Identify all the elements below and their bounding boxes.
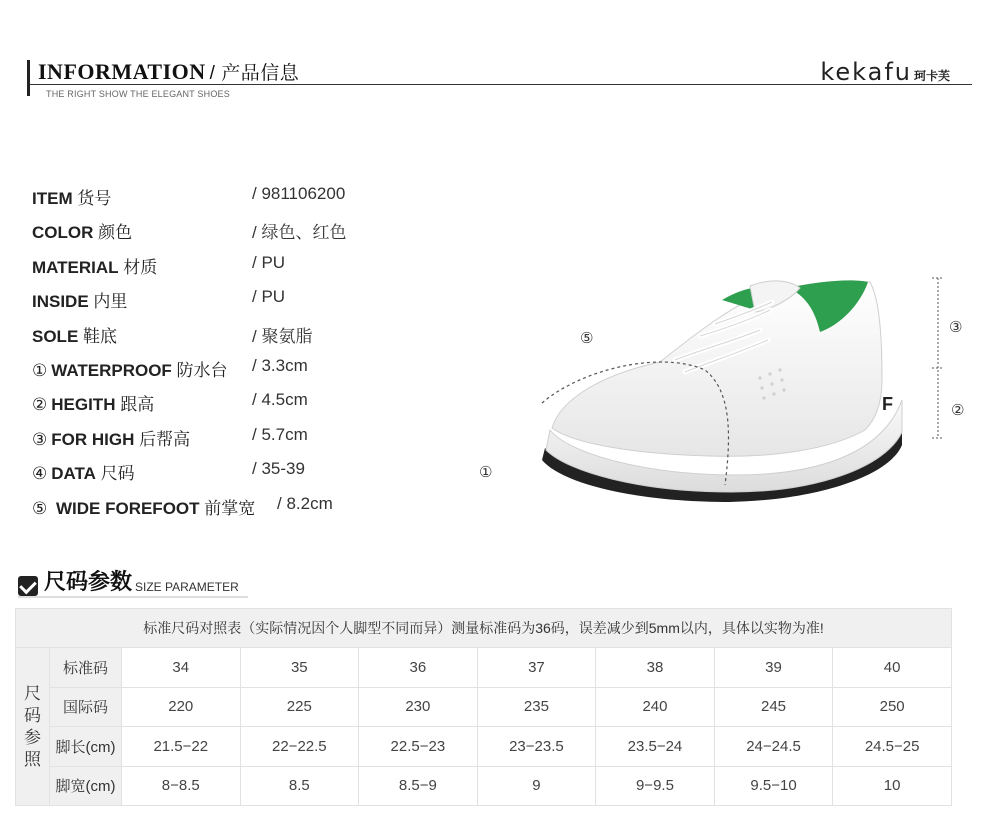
- checkbox-icon: [18, 576, 38, 596]
- size-table-caption: 标准尺码对照表（实际情况因个人脚型不同而异）测量标准码为36码，误差减少到5mm以内，具体以实物为准!: [16, 609, 952, 648]
- info-value: / 5.7cm: [252, 424, 308, 444]
- info-key: [32, 425, 190, 450]
- info-key-cn: 前掌宽: [199, 498, 256, 518]
- info-key: [32, 287, 127, 312]
- info-key: [32, 322, 117, 347]
- table-cell: 220: [122, 687, 241, 727]
- info-marker: ⑤: [32, 498, 48, 518]
- info-value: / 35-39: [252, 459, 305, 479]
- table-cell: 9−9.5: [596, 766, 715, 806]
- info-value: / 3.3cm: [252, 355, 308, 375]
- shoe-image: [470, 270, 990, 530]
- table-cell: 250: [833, 687, 952, 727]
- side-label-char: 照: [24, 749, 41, 769]
- brand-logo-script: kekafu: [820, 58, 912, 86]
- table-cell: 24−24.5: [714, 727, 833, 767]
- size-table: [15, 608, 952, 806]
- table-cell: 24.5−25: [833, 727, 952, 767]
- row-header: 国际码: [50, 687, 122, 727]
- size-table-side-label: [16, 648, 50, 806]
- info-key-cn: 材质: [118, 257, 158, 277]
- table-cell: 22−22.5: [240, 727, 359, 767]
- table-cell: 225: [240, 687, 359, 727]
- table-row: [16, 687, 952, 727]
- info-key-en: WATERPROOF: [51, 360, 172, 380]
- table-cell: 23.5−24: [596, 727, 715, 767]
- info-key: [32, 218, 132, 243]
- table-cell: 9: [477, 766, 596, 806]
- info-key-cn: 内里: [88, 292, 128, 312]
- info-key: [32, 356, 228, 381]
- table-cell: 37: [477, 648, 596, 688]
- row-header: 标准码: [50, 648, 122, 688]
- table-cell: 8.5−9: [359, 766, 478, 806]
- size-table-caption-row: [16, 609, 952, 648]
- info-value: / 981106200: [252, 184, 346, 203]
- info-key: [32, 459, 135, 484]
- page-subtitle: THE RIGHT SHOW THE ELEGANT SHOES: [46, 89, 230, 99]
- table-cell: 10: [833, 766, 952, 806]
- info-key-en: INSIDE: [32, 292, 89, 312]
- table-cell: 36: [359, 648, 478, 688]
- table-cell: 9.5−10: [714, 766, 833, 806]
- dimension-marker-3: ③: [949, 319, 963, 336]
- info-key-cn: 货号: [72, 189, 112, 208]
- brand-logo-cn: 珂卡芙: [913, 69, 950, 83]
- side-label-char: 码: [24, 705, 41, 725]
- size-section-subtitle: SIZE PARAMETER: [135, 580, 239, 594]
- brand-logo: [820, 58, 950, 86]
- info-marker: ①: [32, 360, 48, 380]
- table-cell: 21.5−22: [122, 727, 241, 767]
- info-key: [32, 184, 111, 209]
- info-key-en: HEGITH: [51, 395, 116, 415]
- table-cell: 235: [477, 687, 596, 727]
- table-cell: 230: [359, 687, 478, 727]
- info-key-en: DATA: [51, 464, 96, 484]
- page-title: [38, 58, 299, 85]
- size-section-underline: [18, 596, 248, 598]
- side-label-char: 参: [24, 727, 41, 747]
- table-row: [16, 727, 952, 767]
- info-value: / 4.5cm: [252, 390, 308, 410]
- info-marker: ③: [32, 429, 48, 449]
- table-cell: 23−23.5: [477, 727, 596, 767]
- info-value: / 8.2cm: [277, 493, 333, 513]
- table-cell: 35: [240, 648, 359, 688]
- table-cell: 34: [122, 648, 241, 688]
- table-cell: 38: [596, 648, 715, 688]
- info-key-en: FOR HIGH: [51, 429, 135, 449]
- row-header: 脚长(cm): [50, 727, 122, 767]
- table-row: [16, 766, 952, 806]
- info-key-cn: 颜色: [93, 223, 133, 243]
- table-cell: 8.5: [240, 766, 359, 806]
- dimension-marker-2: ②: [951, 402, 965, 419]
- info-key: [32, 253, 157, 278]
- info-key-cn: 跟高: [115, 395, 155, 415]
- header-accent-bar: [27, 60, 30, 96]
- info-marker: ②: [32, 395, 48, 415]
- info-key-cn: 防水台: [171, 360, 228, 380]
- page-title-en: INFORMATION: [38, 59, 206, 84]
- page-title-cn: / 产品信息: [209, 63, 300, 84]
- shoe-illustration: [470, 270, 990, 530]
- table-cell: 22.5−23: [359, 727, 478, 767]
- info-value: / PU: [252, 287, 286, 307]
- size-section-heading: [18, 565, 239, 596]
- table-row: [16, 648, 952, 688]
- row-header: 脚宽(cm): [50, 766, 122, 806]
- info-key-en: COLOR: [32, 223, 94, 243]
- info-key-en: SOLE: [32, 326, 79, 346]
- info-marker: ④: [32, 464, 48, 484]
- size-section-title: 尺码参数: [44, 569, 133, 594]
- info-key: [32, 390, 154, 415]
- info-key-en: WIDE FOREFOOT: [51, 498, 200, 518]
- info-key-en: ITEM: [32, 189, 73, 208]
- info-key-en: MATERIAL: [32, 257, 119, 277]
- info-key: [32, 494, 255, 519]
- info-key-cn: 尺码: [95, 464, 135, 484]
- table-cell: 8−8.5: [122, 766, 241, 806]
- side-label-char: 尺: [24, 683, 41, 703]
- dimension-marker-5: ⑤: [580, 330, 594, 347]
- table-cell: 245: [714, 687, 833, 727]
- svg-text:F: F: [882, 394, 893, 414]
- info-key-cn: 后帮高: [134, 429, 191, 449]
- info-value: / PU: [252, 252, 286, 272]
- table-cell: 40: [833, 648, 952, 688]
- dimension-marker-1: ①: [479, 464, 493, 481]
- table-cell: 240: [596, 687, 715, 727]
- info-key-cn: 鞋底: [78, 326, 118, 346]
- info-value: / 聚氨脂: [252, 326, 313, 346]
- info-value: / 绿色、红色: [252, 223, 347, 243]
- table-cell: 39: [714, 648, 833, 688]
